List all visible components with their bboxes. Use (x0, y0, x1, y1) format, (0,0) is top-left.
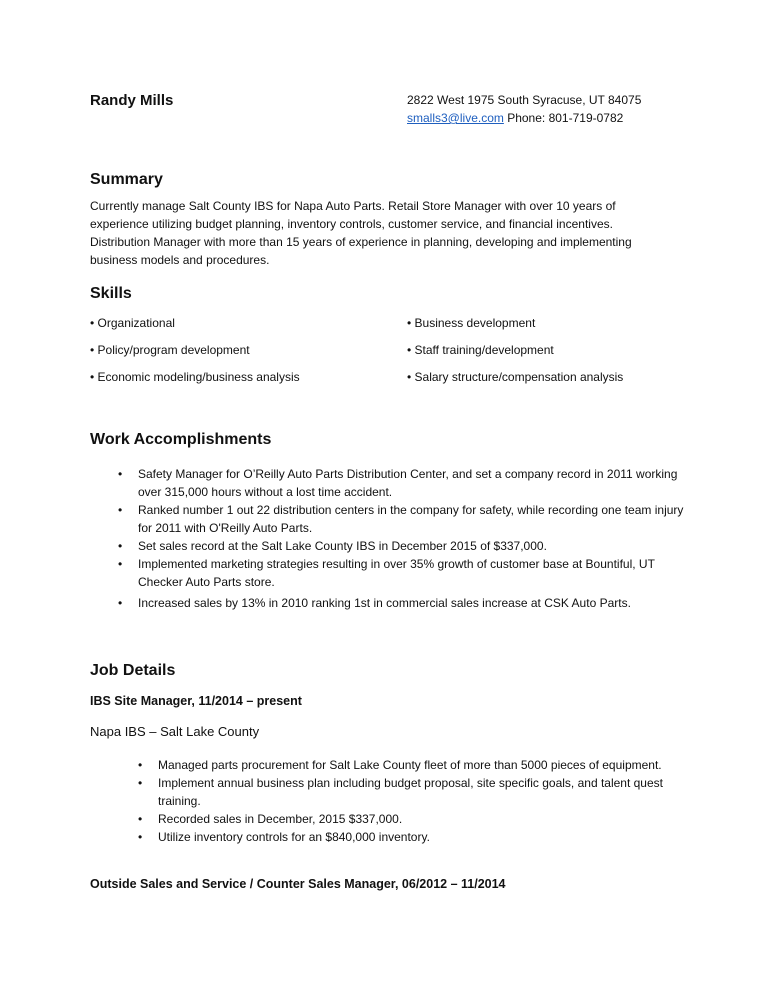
job-company: Napa IBS – Salt Lake County (90, 724, 260, 739)
list-item: • Recorded sales in December, 2015 $337,000. (138, 812, 403, 826)
candidate-name: Randy Mills (90, 92, 174, 109)
phone: Phone: 801-719-0782 (503, 111, 624, 125)
skill-item: • Business development (407, 316, 536, 330)
skills-heading: Skills (90, 285, 132, 302)
job-duties-list (138, 756, 686, 846)
summary-line: experience utilizing budget planning, inventory controls, customer service, and financial incentives. (90, 217, 613, 231)
summary-text (90, 197, 632, 269)
skill-item: • Staff training/development (407, 343, 554, 357)
bullet-icon: • (138, 812, 143, 826)
job-title: IBS Site Manager, 11/2014 – present (90, 694, 302, 708)
accomplishments-heading: Work Accomplishments (90, 431, 272, 448)
summary-line: Currently manage Salt County IBS for Napa Auto Parts. Retail Store Manager with over 10 years of (90, 199, 616, 213)
skill-item: • Economic modeling/business analysis (90, 370, 300, 384)
bullet-icon: • (118, 596, 123, 610)
summary-heading: Summary (90, 171, 163, 188)
summary-line: Distribution Manager with more than 15 years of experience in planning, developing and implementing (90, 235, 632, 249)
email-phone-line (407, 109, 641, 127)
list-item: • Implemented marketing strategies resulting in over 35% growth of customer base at Bountiful, UT Checker Auto Parts store. (118, 557, 655, 589)
list-item: • Ranked number 1 out 22 distribution centers in the company for safety, while recording one team injury for 2011 with O'Reilly Auto Parts. (118, 503, 684, 535)
list-item: • Set sales record at the Salt Lake County IBS in December 2015 of $337,000. (118, 539, 547, 553)
bullet-icon: • (138, 776, 143, 790)
list-item: • Increased sales by 13% in 2010 ranking 1st in commercial sales increase at CSK Auto Parts. (118, 596, 631, 610)
list-item: • Utilize inventory controls for an $840,000 inventory. (138, 830, 430, 844)
bullet-icon: • (138, 758, 143, 772)
job-details-heading: Job Details (90, 662, 176, 679)
contact-block (407, 91, 641, 127)
bullet-icon: • (118, 467, 123, 481)
skill-item: • Salary structure/compensation analysis (407, 370, 624, 384)
summary-line: business models and procedures. (90, 253, 270, 267)
skill-item: • Organizational (90, 316, 175, 330)
bullet-icon: • (138, 830, 143, 844)
address: 2822 West 1975 South Syracuse, UT 84075 (407, 93, 642, 107)
accomplishments-list (118, 465, 686, 612)
bullet-icon: • (118, 557, 123, 571)
bullet-icon: • (118, 503, 123, 517)
list-item: • Safety Manager for O’Reilly Auto Parts Distribution Center, and set a company record in 2011 working over 315,000 hours without a lost time accident. (118, 467, 678, 499)
bullet-icon: • (118, 539, 123, 553)
list-item: • Implement annual business plan including budget proposal, site specific goals, and talent quest training. (138, 776, 663, 808)
job-title: Outside Sales and Service / Counter Sales Manager, 06/2012 – 11/2014 (90, 877, 506, 891)
list-item: • Managed parts procurement for Salt Lake County fleet of more than 5000 pieces of equipment. (138, 758, 662, 772)
skill-item: • Policy/program development (90, 343, 250, 357)
email-link[interactable]: smalls3@live.com (407, 111, 504, 125)
